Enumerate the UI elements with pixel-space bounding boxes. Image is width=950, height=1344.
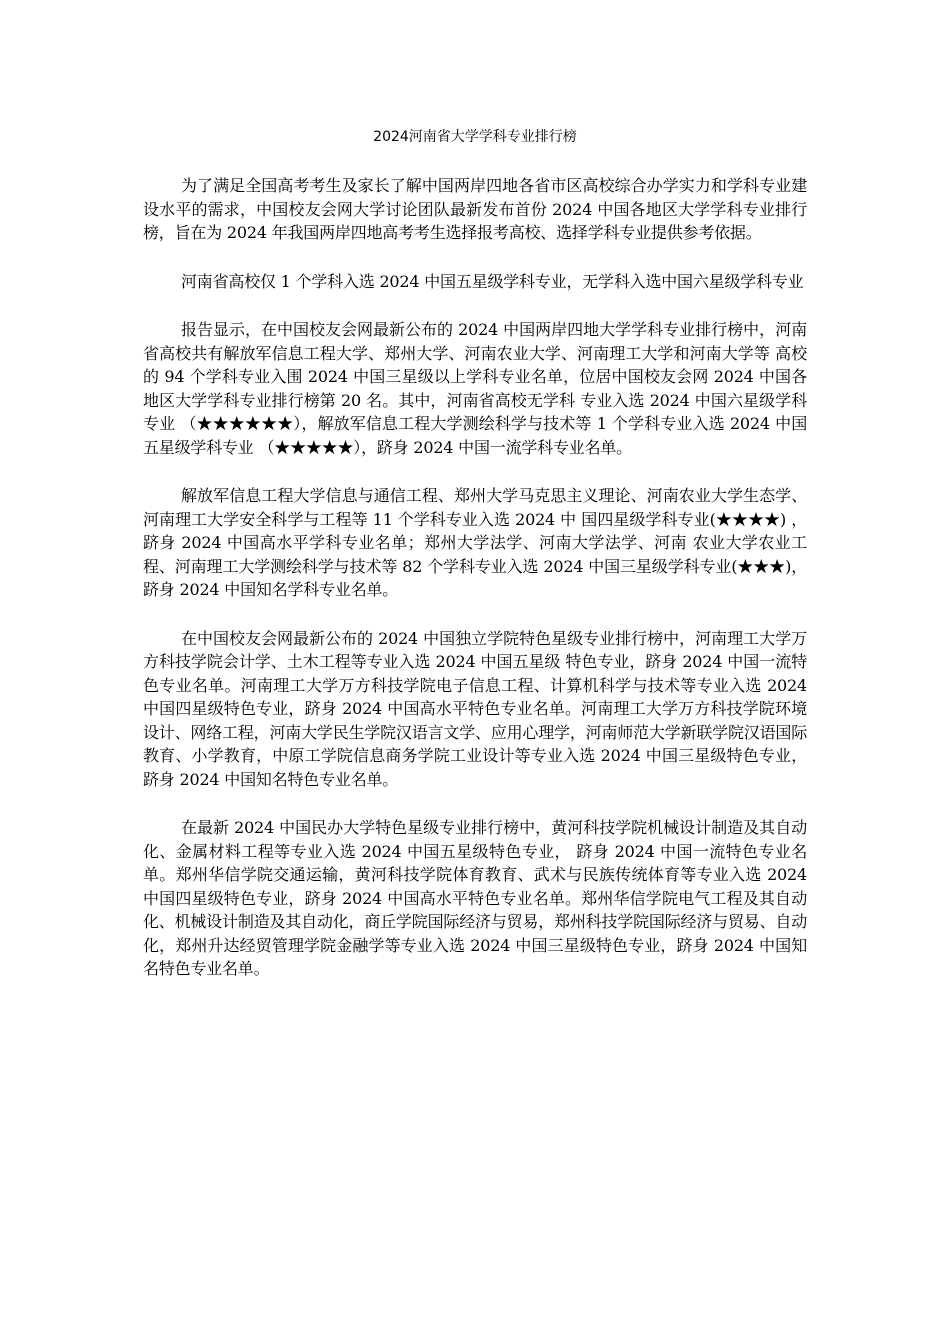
paragraph-four-star: 解放军信息工程大学信息与通信工程、郑州大学马克思主义理论、河南农业大学生态学、河南理工大学安全科学与工程等 11 个学科专业入选 2024 中 国四星级学科专业(★★★★) ，跻身 2024 中国高水平学科专业名单；郑州大学法学、河南大学法学、河南 农业大学农业工程、河南理工大学测绘科学与技术等 82 个学科专业入选 2024 中国三星级学科专业(★★★)，跻身 2024 中国知名学科专业名单。 <box>143 486 807 599</box>
document-title: 2024河南省大学学科专业排行榜 <box>373 129 577 145</box>
paragraph-private-universities: 在最新 2024 中国民办大学特色星级专业排行榜中，黄河科技学院机械设计制造及其自动化、金属材料工程等专业入选 2024 中国五星级特色专业， 跻身 2024 中国一流特色专业名单。郑州华信学院交通运输，黄河科技学院体育教育、武术与民族传统体育等专业入选 2024 中国四星级特色专业，跻身 2024 中国高水平特色专业名单。郑州华信学院电气工程及其自动化、机械设计制造及其自动化，商丘学院国际经济与贸易，郑州科技学院国际经济与贸易、自动化，郑州升达经贸管理学院金融学等专业入选 2024 中国三星级特色专业，跻身 2024 中国知名特色专业名单。 <box>143 818 807 978</box>
paragraph-independent-colleges: 在中国校友会网最新公布的 2024 中国独立学院特色星级专业排行榜中，河南理工大学万方科技学院会计学、土木工程等专业入选 2024 中国五星级 特色专业，跻身 2024 中国一流特色专业名单。河南理工大学万方科技学院电子信息工程、计算机科学与技术等专业入选 2024 中国四星级特色专业，跻身 2024 中国高水平特色专业名单。河南理工大学万方科技学院环境设计、网络工程，河南大学民生学院汉语言文学、应用心理学，河南师范大学新联学院汉语国际 教育、小学教育，中原工学院信息商务学院工业设计等专业入选 2024 中国三星级特色专业，跻身 2024 中国知名特色专业名单。 <box>143 628 807 789</box>
document-body <box>143 174 807 981</box>
paragraph-summary: 河南省高校仅 1 个学科入选 2024 中国五星级学科专业，无学科入选中国六星级学科专业 <box>181 271 804 291</box>
paragraph-intro: 为了满足全国高考考生及家长了解中国两岸四地各省市区高校综合办学实力和学科专业建设水平的需求，中国校友会网大学讨论团队最新发布首份 2024 中国各地区大学学科专业排行榜，旨在为 2024 年我国两岸四地高考考生选择报考高校、选择学科专业提供参考依据。 <box>143 176 807 242</box>
paragraph-report: 报告显示，在中国校友会网最新公布的 2024 中国两岸四地大学学科专业排行榜中，河南省高校共有解放军信息工程大学、郑州大学、河南农业大学、河南理工大学和河南大学等 高校的 94 个学科专业入围 2024 中国三星级以上学科专业名单，位居中国校友会网 2024 中国各地区大学学科专业排行榜第 20 名。其中，河南省高校无学科 专业入选 2024 中国六星级学科专业 （★★★★★★），解放军信息工程大学测绘科学与技术等 1 个学科专业入选 2024 中国五星级学科专业 （★★★★★），跻身 2024 中国一流学科专业名单。 <box>143 320 807 457</box>
